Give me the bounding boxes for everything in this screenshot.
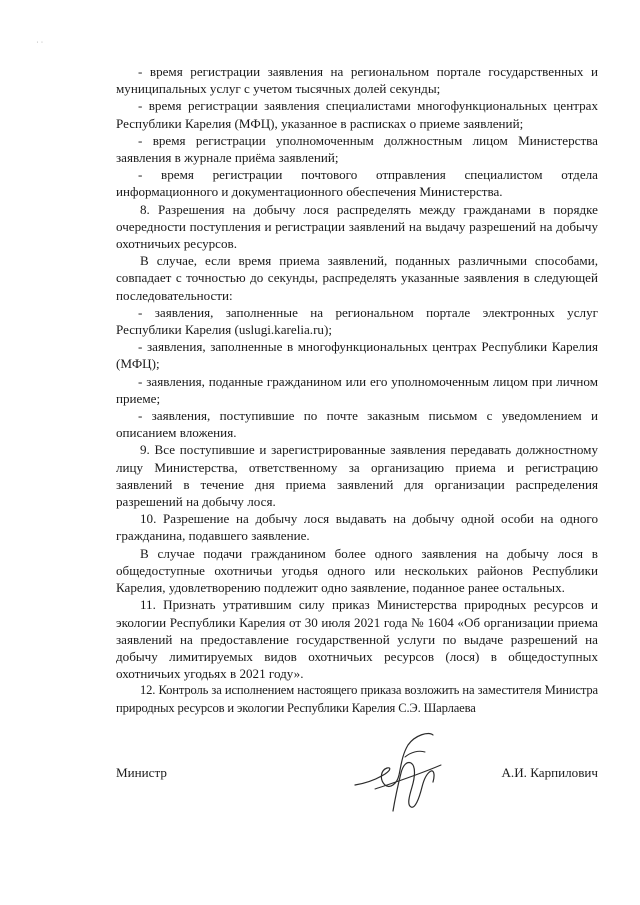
paragraph-item-12: 12. Контроль за исполнением настоящего приказа возложить на заместителя Министра природных ресурсов и экологии Республики Карелия С.Э. Шарлаева — [116, 683, 598, 715]
paragraph-item-11: 11. Признать утратившим силу приказ Министерства природных ресурсов и экологии Республики Карелия от 30 июля 2021 года № 1604 «Об организации приема заявлений на предоставление государственной услуги по выдаче разрешений на добычу лимитируемых видов охотничьих ресурсов (лося) в общедоступных охотничьих угодьях в 2021 году». — [116, 597, 598, 682]
paragraph-order-1: - заявления, заполненные на региональном портале электронных услуг Республики Карелия (uslugi.karelia.ru); — [116, 304, 598, 338]
paragraph-item-10: 10. Разрешение на добычу лося выдавать на добычу одной особи на одного гражданина, подавшего заявление. — [116, 511, 598, 544]
paragraph-order-3: - заявления, поданные гражданином или его уполномоченным лицом при личном приеме; — [116, 373, 598, 406]
paragraph-bullet-3: - время регистрации уполномоченным должностным лицом Министерства заявления в журнале приёма заявлений; — [116, 132, 598, 166]
paragraph-bullet-2: - время регистрации заявления специалистами многофункциональных центрах Республики Карелия (МФЦ), указанное в расписках о приеме заявлений; — [116, 98, 598, 131]
paragraph-bullet-1: - время регистрации заявления на региональном портале государственных и муниципальных услуг с учетом тысячных долей секунды; — [116, 64, 598, 97]
paragraph-item-9: 9. Все поступившие и зарегистрированные заявления передавать должностному лицу Министерства, ответственному за организацию приема и регистрацию заявлений в течение дня приема заявлений для организации распределения разрешений на добычу лося. — [116, 442, 598, 510]
paragraph-order-2: - заявления, заполненные в многофункциональных центрах Республики Карелия (МФЦ); — [116, 339, 598, 372]
paragraph-same-time-rule: В случае, если время приема заявлений, поданных различными способами, совпадает с точностью до секунды, распределять указанные заявления в следующей последовательности: — [116, 253, 598, 303]
document-body — [116, 63, 598, 717]
scan-speck: ˙ ˙ — [36, 40, 44, 49]
signatory-name: А.И. Карпилович — [501, 765, 598, 780]
handwritten-signature — [345, 727, 465, 817]
paragraph-multiple-applications: В случае подачи гражданином более одного заявления на добычу лося в общедоступные охотничьи угодья одного или нескольких районов Республики Карелия, удовлетворению подлежит одно заявление, поданное ранее остальных. — [116, 545, 598, 596]
signatory-title: Министр — [116, 765, 167, 780]
paragraph-order-4: - заявления, поступившие по почте заказным письмом с уведомлением и описанием вложения. — [116, 408, 598, 441]
paragraph-bullet-4: - время регистрации почтового отправления специалистом отдела информационного и документационного обеспечения Министерства. — [116, 167, 598, 200]
paragraph-item-8: 8. Разрешения на добычу лося распределять между гражданами в порядке очередности поступления и регистрации заявлений на выдачу разрешений на добычу охотничьих ресурсов. — [116, 201, 598, 252]
